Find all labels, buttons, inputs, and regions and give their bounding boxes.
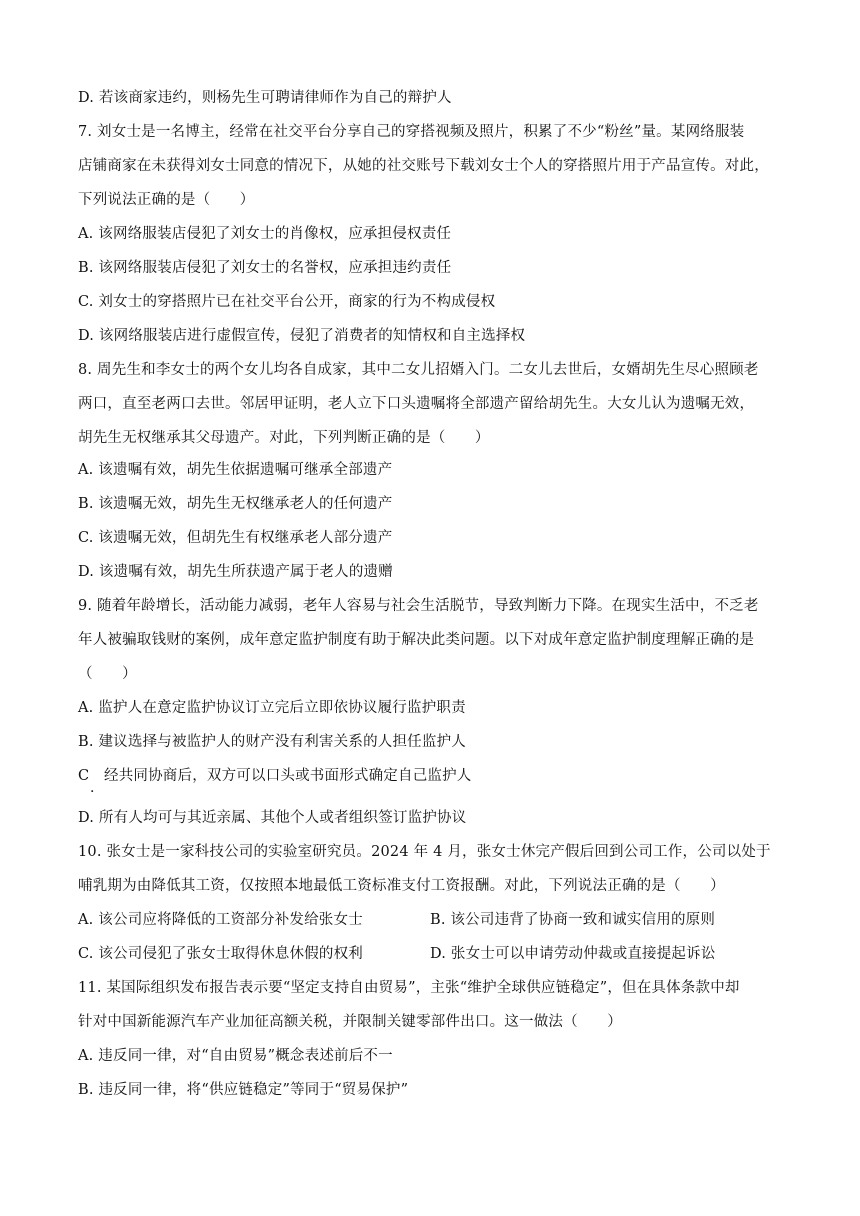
q8-stem-line-2: 两口，直至老两口去世。邻居甲证明，老人立下口头遗嘱将全部遗产留给胡先生。大女儿认为遗嘱无效， xyxy=(78,396,755,412)
q8-option-d: D. 该遗嘱有效，胡先生所获遗产属于老人的遗赠 xyxy=(78,564,393,580)
q8-option-a: A. 该遗嘱有效，胡先生依据遗嘱可继承全部遗产 xyxy=(78,462,393,478)
q9-option-a: A. 监护人在意定监护协议订立完后立即依协议履行监护职责 xyxy=(78,700,466,716)
q9-option-d: D. 所有人均可与其近亲属、其他个人或者组织签订监护协议 xyxy=(78,810,467,826)
q7-stem-line-1: 7. 刘女士是一名博主，经常在社交平台分享自己的穿搭视频及照片，积累了不少“粉丝”量。某网络服装 xyxy=(78,124,745,140)
q10-option-d: D. 张女士可以申请劳动仲裁或直接提起诉讼 xyxy=(430,946,716,962)
q7-option-c: C. 刘女士的穿搭照片已在社交平台公开，商家的行为不构成侵权 xyxy=(78,294,496,310)
q11-stem-line-1: 11. 某国际组织发布报告表示要“坚定支持自由贸易”，主张“维护全球供应链稳定”，但在具体条款中却 xyxy=(78,980,740,996)
q10-stem-line-1: 10. 张女士是一家科技公司的实验室研究员。2024 年 4 月，张女士休完产假后回到公司工作，公司以处于 xyxy=(78,844,771,860)
q10-option-b: B. 该公司违背了协商一致和诚实信用的原则 xyxy=(430,912,716,928)
q10-option-a: A. 该公司应将降低的工资部分补发给张女士 xyxy=(78,912,363,928)
q7-option-b: B. 该网络服装店侵犯了刘女士的名誉权，应承担违约责任 xyxy=(78,260,452,276)
q9-option-b: B. 建议选择与被监护人的财产没有利害关系的人担任监护人 xyxy=(78,734,466,750)
q6-option-d: D. 若该商家违约，则杨先生可聘请律师作为自己的辩护人 xyxy=(78,90,452,106)
q11-stem-line-2: 针对中国新能源汽车产业加征高额关税，并限制关键零部件出口。这一做法（ ） xyxy=(78,1014,622,1030)
q8-stem-line-3: 胡先生无权继承其父母遗产。对此，下列判断正确的是（ ） xyxy=(78,430,490,446)
q9-stem-line-3: （ ） xyxy=(78,666,137,682)
q7-stem-line-2: 店铺商家在未获得刘女士同意的情况下，从她的社交账号下载刘女士个人的穿搭照片用于产品宣传。对此， xyxy=(78,158,769,174)
q8-option-c: C. 该遗嘱无效，但胡先生有权继承老人部分遗产 xyxy=(78,530,393,546)
q11-option-b: B. 违反同一律，将“供应链稳定”等同于“贸易保护” xyxy=(78,1082,409,1098)
q7-option-a: A. 该网络服装店侵犯了刘女士的肖像权，应承担侵权责任 xyxy=(78,226,452,242)
q7-stem-line-3: 下列说法正确的是（ ） xyxy=(78,192,255,208)
q8-stem-line-1: 8. 周先生和李女士的两个女儿均各自成家，其中二女儿招婿入门。二女儿去世后，女婿胡先生尽心照顾老 xyxy=(78,362,759,378)
q9-stem-line-2: 年人被骗取钱财的案例，成年意定监护制度有助于解决此类问题。以下对成年意定监护制度理解正确的是 xyxy=(78,632,755,648)
option-c-dot: · xyxy=(90,784,95,800)
q8-option-b: B. 该遗嘱无效，胡先生无权继承老人的任何遗产 xyxy=(78,496,393,512)
q9-stem-line-1: 9. 随着年龄增长，活动能力减弱，老年人容易与社会生活脱节，导致判断力下降。在现实生活中，不乏老 xyxy=(78,598,759,614)
q9-option-c: C 经共同协商后，双方可以口头或书面形式确定自己监护人 xyxy=(78,768,472,784)
q10-option-c: C. 该公司侵犯了张女士取得休息休假的权利 xyxy=(78,946,363,962)
q10-stem-line-2: 哺乳期为由降低其工资，仅按照本地最低工资标准支付工资报酬。对此，下列说法正确的是（ ） xyxy=(78,878,725,894)
q7-option-d: D. 该网络服装店进行虚假宣传，侵犯了消费者的知情权和自主选择权 xyxy=(78,328,526,344)
q11-option-a: A. 违反同一律，对“自由贸易”概念表述前后不一 xyxy=(78,1048,393,1064)
